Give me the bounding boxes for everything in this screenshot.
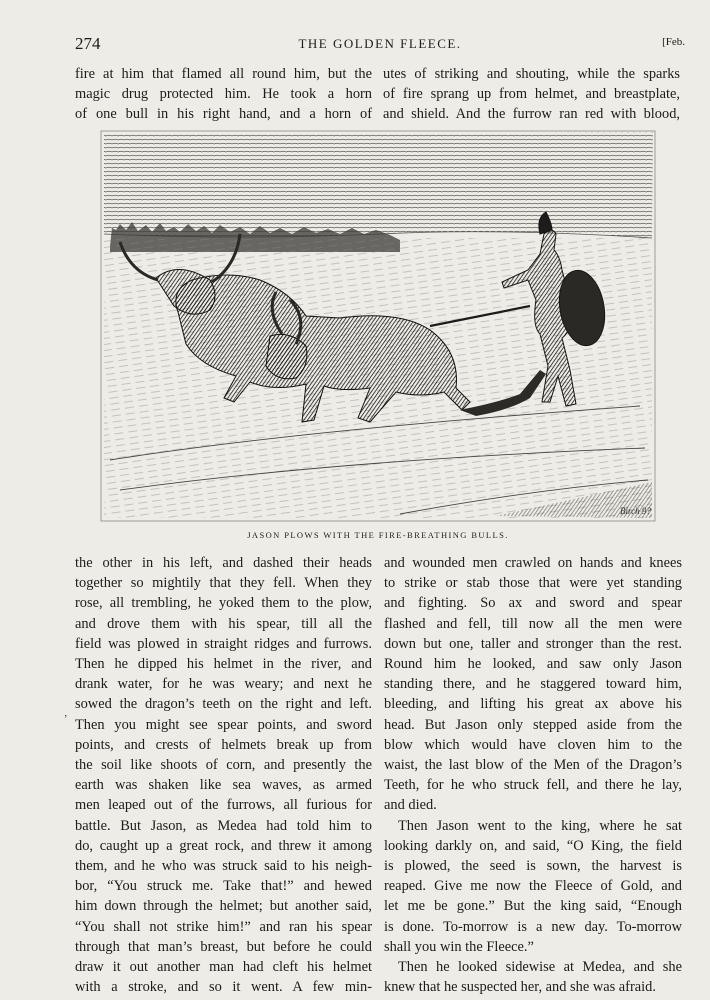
text-line: head. But Jason only stepped aside from the [384, 716, 682, 733]
text-line: earth was shaken like sea waves, as armed [75, 777, 372, 794]
text-line: Then you might see spear points, and sword [75, 716, 372, 733]
text-line: Then he looked sidewise at Medea, and she [398, 959, 682, 976]
running-month: [Feb. [662, 36, 685, 48]
text-line: utes of striking and shouting, while the sparks [383, 66, 680, 82]
text-line: do, caught up a great rock, and threw it among [75, 837, 372, 854]
text-line: draw it out another man had cleft his helmet [75, 959, 372, 976]
column-bottom-left [75, 553, 372, 997]
text-line: “You shall not strike him!” and ran his spear [75, 918, 372, 935]
text-line: Round him he looked, and saw only Jason [384, 656, 682, 673]
text-line: knew that he suspected her, and she was afraid. [384, 979, 656, 996]
text-line: drank water, for he was weary; and next he [75, 676, 372, 693]
text-line: with a stroke, and so it went. A few min- [75, 979, 372, 996]
page-number: 274 [75, 34, 101, 53]
text-line: magic drug protected him. He took a horn [75, 86, 372, 103]
text-line: of fire sprang up from helmet, and breastplate, [383, 86, 680, 103]
text-line: flashed and fell, till now all the men were [384, 615, 682, 632]
text-line: sowed the dragon’s teeth on the right and left. [75, 696, 372, 713]
text-line: and fighting. So ax and sword and spear [384, 595, 682, 612]
text-line: waist, the last blow of the Men of the Dragon’s [384, 757, 682, 774]
text-line: field was plowed in straight ridges and furrows. [75, 635, 372, 652]
text-line: battle. But Jason, as Medea had told him to [75, 817, 372, 834]
column-top-left [75, 64, 372, 125]
text-line: shall you win the Fleece.” [384, 938, 534, 955]
text-line: Then he dipped his helmet in the river, and [75, 656, 372, 673]
text-line: to strike or stab those that were yet standing [384, 575, 682, 592]
text-line: together so mightily that they fell. When they [75, 575, 372, 592]
text-line: looking darkly on, and said, “O King, the field [384, 837, 682, 854]
text-line: and wounded men crawled on hands and knees [384, 555, 682, 571]
margin-tick-mark: ’ [64, 714, 68, 725]
text-line: rose, all trembling, he yoked them to the plow, [75, 595, 372, 612]
text-line: and died. [384, 797, 437, 814]
text-line: is plowed, the seed is sown, the harvest is [384, 858, 682, 875]
text-line: of one bull in his right hand, and a horn of [75, 106, 372, 123]
running-title: THE GOLDEN FLEECE. [298, 36, 462, 51]
text-line: bor, “You struck me. Take that!” and hewed [75, 878, 372, 895]
text-line: points, and crests of helmets break up from [75, 736, 372, 753]
artist-signature: Birch 9? [620, 506, 651, 516]
text-line: Then Jason went to the king, where he sat [398, 817, 682, 834]
text-line: blow which would have cloven him to the [384, 736, 682, 753]
column-bottom-right [384, 553, 682, 997]
text-line: and drove them with his spear, till all the [75, 615, 372, 632]
text-line: him down through the helmet; but another said, [75, 898, 372, 915]
text-line: standing there, and he staggered toward him, [384, 676, 682, 693]
illustration-caption: JASON PLOWS WITH THE FIRE-BREATHING BULLS. [247, 530, 509, 540]
text-line: bleeding, and lifting his great ax above his [384, 696, 682, 713]
column-top-right [383, 64, 680, 125]
text-line: men leaped out of the furrows, all furious for [75, 797, 372, 814]
text-line: reaped. Give me now the Fleece of Gold, and [384, 878, 682, 895]
text-line: the soil like shoots of corn, and presently the [75, 757, 372, 774]
text-line: fire at him that flamed all round him, but the [75, 66, 372, 82]
text-line: let me be gone.” But the king said, “Enough [384, 898, 682, 915]
page-header [75, 34, 685, 54]
text-line: down but one, taller and stronger than the rest. [384, 635, 682, 652]
text-line: through that man’s breast, but before he could [75, 938, 372, 955]
text-line: Teeth, for he who struck fell, and there he lay, [384, 777, 682, 794]
illustration-jason-plowing [100, 130, 656, 522]
text-line: the other in his left, and dashed their heads [75, 555, 372, 571]
text-line: them, and he who was struck said to his neigh- [75, 858, 372, 875]
text-line: is done. To-morrow is a new day. To-morrow [384, 918, 682, 935]
text-line: and shield. And the furrow ran red with blood, [383, 106, 680, 123]
